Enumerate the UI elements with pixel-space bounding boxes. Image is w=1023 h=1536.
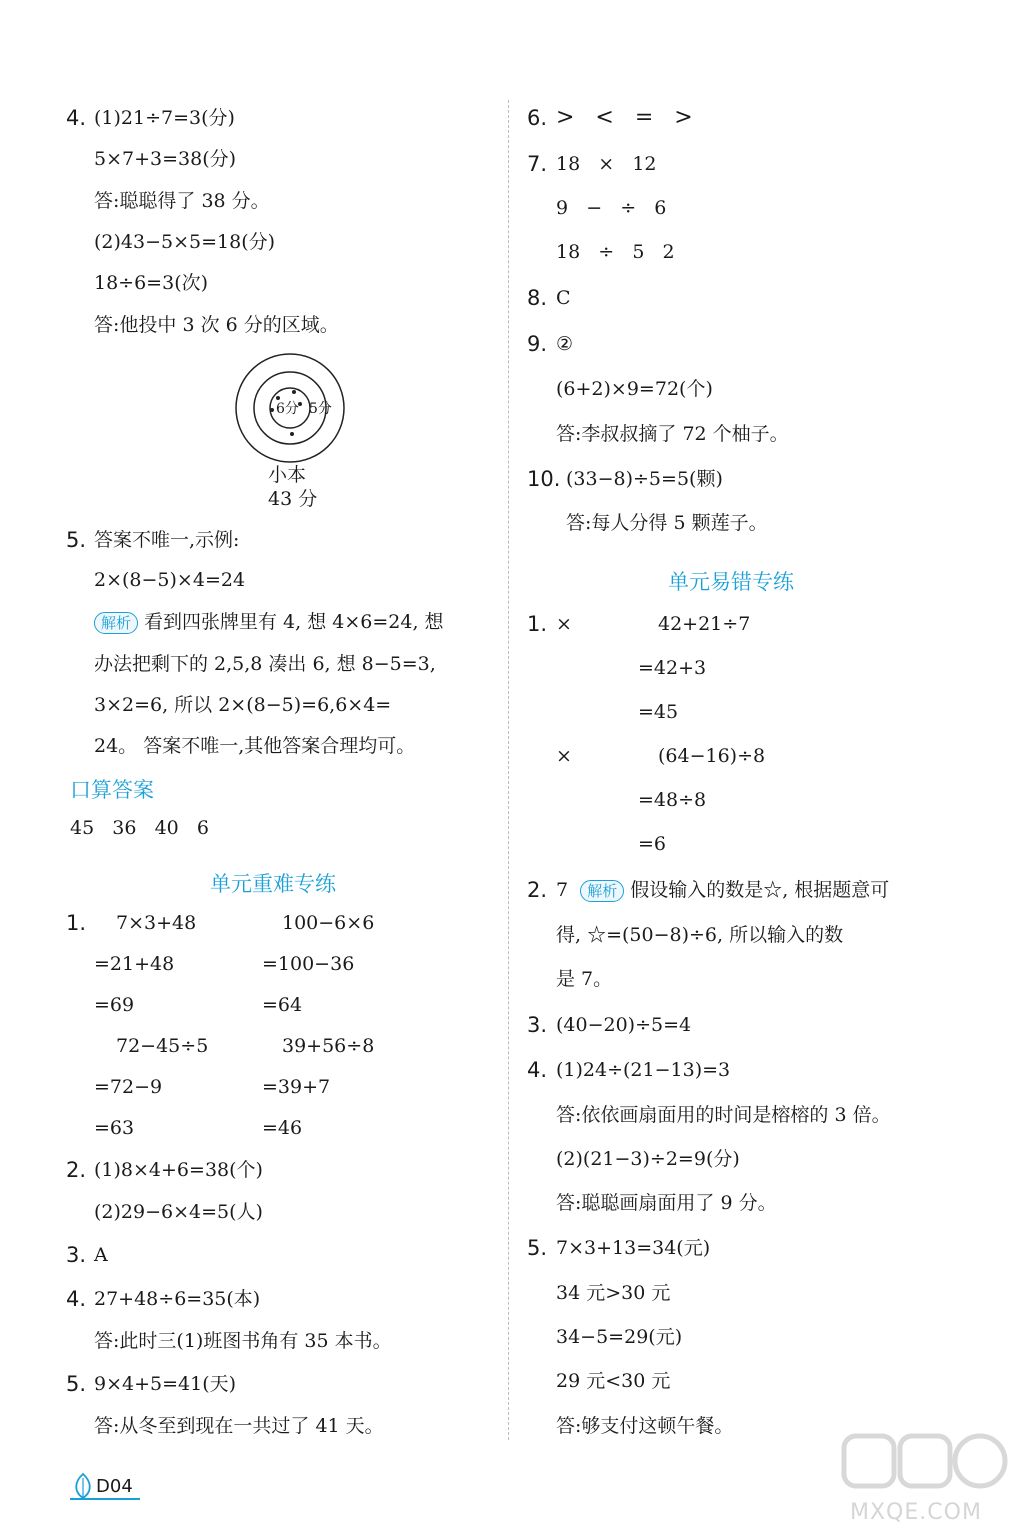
e1-line-5: =48÷8 (638, 789, 707, 811)
e1-line-1: 42+21÷7 (658, 613, 751, 635)
e2-analysis (556, 878, 889, 902)
r-q10-line-1: (33−8)÷5=5(颗) (566, 468, 723, 490)
e2-number: 2. (527, 878, 548, 902)
u4-line-2: 答:此时三(1)班图书角有 35 本书。 (94, 1330, 392, 1352)
q4-number: 4. (66, 106, 87, 130)
r-q9-line-3: 答:李叔叔摘了 72 个柚子。 (556, 423, 789, 445)
watermark-url: MXQE.COM (850, 1500, 982, 1525)
e1-line-2: =42+3 (638, 657, 707, 679)
q4-line-6: 答:他投中 3 次 6 分的区域。 (94, 314, 339, 336)
u4-line-1: 27+48÷6=35(本) (94, 1288, 261, 1310)
u2-line-2: (2)29−6×4=5(人) (94, 1201, 263, 1223)
u4-number: 4. (66, 1287, 87, 1311)
q5-line-4: 办法把剩下的 2,5,8 凑出 6, 想 8−5=3, (94, 653, 436, 675)
r-q7-line-2: 9 − ÷ 6 (556, 197, 667, 219)
r-q6-answer: > < = > (556, 105, 693, 130)
leaf-icon (72, 1472, 94, 1500)
footer-underline (70, 1498, 140, 1500)
u1-a2: =21+48 (94, 953, 175, 975)
e2-line-3: 是 7。 (556, 968, 613, 990)
r-q10-number: 10. (527, 467, 561, 491)
r-q9-number: 9. (527, 332, 548, 356)
column-divider (508, 100, 509, 1440)
e3-number: 3. (527, 1013, 548, 1037)
e2-line-2: 得, ☆=(50−8)÷6, 所以输入的数 (556, 924, 844, 946)
q5-analysis-text: 看到四张牌里有 4, 想 4×6=24, 想 (144, 611, 444, 633)
e5-line-3: 34−5=29(元) (556, 1326, 683, 1348)
r-q10-line-2: 答:每人分得 5 颗莲子。 (566, 512, 768, 534)
r-q7-line-1: 18 × 12 (556, 153, 657, 175)
u5-line-1: 9×4+5=41(天) (94, 1373, 237, 1395)
q5-line-5: 3×2=6, 所以 2×(8−5)=6,6×4= (94, 694, 392, 716)
e1-line-6: =6 (638, 833, 667, 855)
q5-analysis (94, 610, 444, 634)
u5-line-2: 答:从冬至到现在一共过了 41 天。 (94, 1415, 384, 1437)
u1-a3: =69 (94, 994, 135, 1016)
u1-b4: 39+56÷8 (282, 1035, 375, 1057)
u5-number: 5. (66, 1372, 87, 1396)
u3-number: 3. (66, 1243, 87, 1267)
q4-line-4: (2)43−5×5=18(分) (94, 231, 276, 253)
u1-b5: =39+7 (262, 1076, 331, 1098)
e5-line-1: 7×3+13=34(元) (556, 1237, 711, 1259)
unit-key-heading: 单元重难专练 (210, 872, 336, 896)
watermark-logo (840, 1430, 1010, 1500)
r-q8-answer: C (556, 287, 571, 309)
e2-analysis-text: 假设输入的数是☆, 根据题意可 (630, 879, 890, 901)
q5-line-6: 24。 答案不唯一,其他答案合理均可。 (94, 735, 416, 757)
oral-answers: 45 36 40 6 (70, 817, 209, 839)
u1-a1: 7×3+48 (116, 912, 197, 934)
u1-b1: 100−6×6 (282, 912, 375, 934)
e4-line-1: (1)24÷(21−13)=3 (556, 1059, 731, 1081)
r-q7-line-3: 18 ÷ 5 2 (556, 241, 675, 263)
e4-line-3: (2)(21−3)÷2=9(分) (556, 1148, 740, 1170)
target-name: 小本 (268, 464, 307, 486)
e1-mark-2: × (556, 745, 572, 767)
e1-number: 1. (527, 612, 548, 636)
r-q7-number: 7. (527, 152, 548, 176)
e2-answer: 7 (556, 879, 569, 901)
u2-number: 2. (66, 1158, 87, 1182)
e1-line-3: =45 (638, 701, 679, 723)
u1-a6: =63 (94, 1117, 135, 1139)
unit-error-heading: 单元易错专练 (668, 570, 794, 594)
target-score: 43 分 (268, 488, 318, 510)
analysis-badge: 解析 (580, 880, 624, 902)
e5-line-4: 29 元<30 元 (556, 1370, 671, 1392)
e4-line-4: 答:聪聪画扇面用了 9 分。 (556, 1192, 777, 1214)
target-inner-label: 6分 (276, 401, 299, 417)
u1-b2: =100−36 (262, 953, 355, 975)
e5-line-2: 34 元>30 元 (556, 1282, 671, 1304)
q4-line-1: (1)21÷7=3(分) (94, 107, 235, 129)
e1-mark-1: × (556, 613, 572, 635)
u2-line-1: (1)8×4+6=38(个) (94, 1159, 263, 1181)
e5-line-5: 答:够支付这顿午餐。 (556, 1415, 734, 1437)
e4-number: 4. (527, 1058, 548, 1082)
q5-line-1: 答案不唯一,示例: (94, 529, 240, 551)
e3-answer: (40−20)÷5=4 (556, 1014, 692, 1036)
q4-line-3: 答:聪聪得了 38 分。 (94, 190, 270, 212)
oral-answers-heading: 口算答案 (70, 778, 154, 802)
u1-a5: =72−9 (94, 1076, 163, 1098)
u1-a4: 72−45÷5 (116, 1035, 209, 1057)
target-outer-label: 5分 (309, 401, 332, 417)
u1-number: 1. (66, 911, 87, 935)
u1-b3: =64 (262, 994, 303, 1016)
q4-line-5: 18÷6=3(次) (94, 272, 209, 294)
r-q9-line-2: (6+2)×9=72(个) (556, 378, 713, 400)
u3-answer: A (94, 1244, 108, 1266)
q5-number: 5. (66, 528, 87, 552)
page-number: D04 (96, 1476, 133, 1497)
r-q8-number: 8. (527, 286, 548, 310)
e4-line-2: 答:依依画扇面用的时间是榕榕的 3 倍。 (556, 1104, 891, 1126)
r-q9-answer: ② (556, 333, 574, 355)
e5-number: 5. (527, 1236, 548, 1260)
u1-b6: =46 (262, 1117, 303, 1139)
q5-line-2: 2×(8−5)×4=24 (94, 569, 246, 591)
e1-line-4: (64−16)÷8 (658, 745, 766, 767)
analysis-badge: 解析 (94, 612, 138, 634)
q4-line-2: 5×7+3=38(分) (94, 148, 237, 170)
r-q6-number: 6. (527, 106, 548, 130)
